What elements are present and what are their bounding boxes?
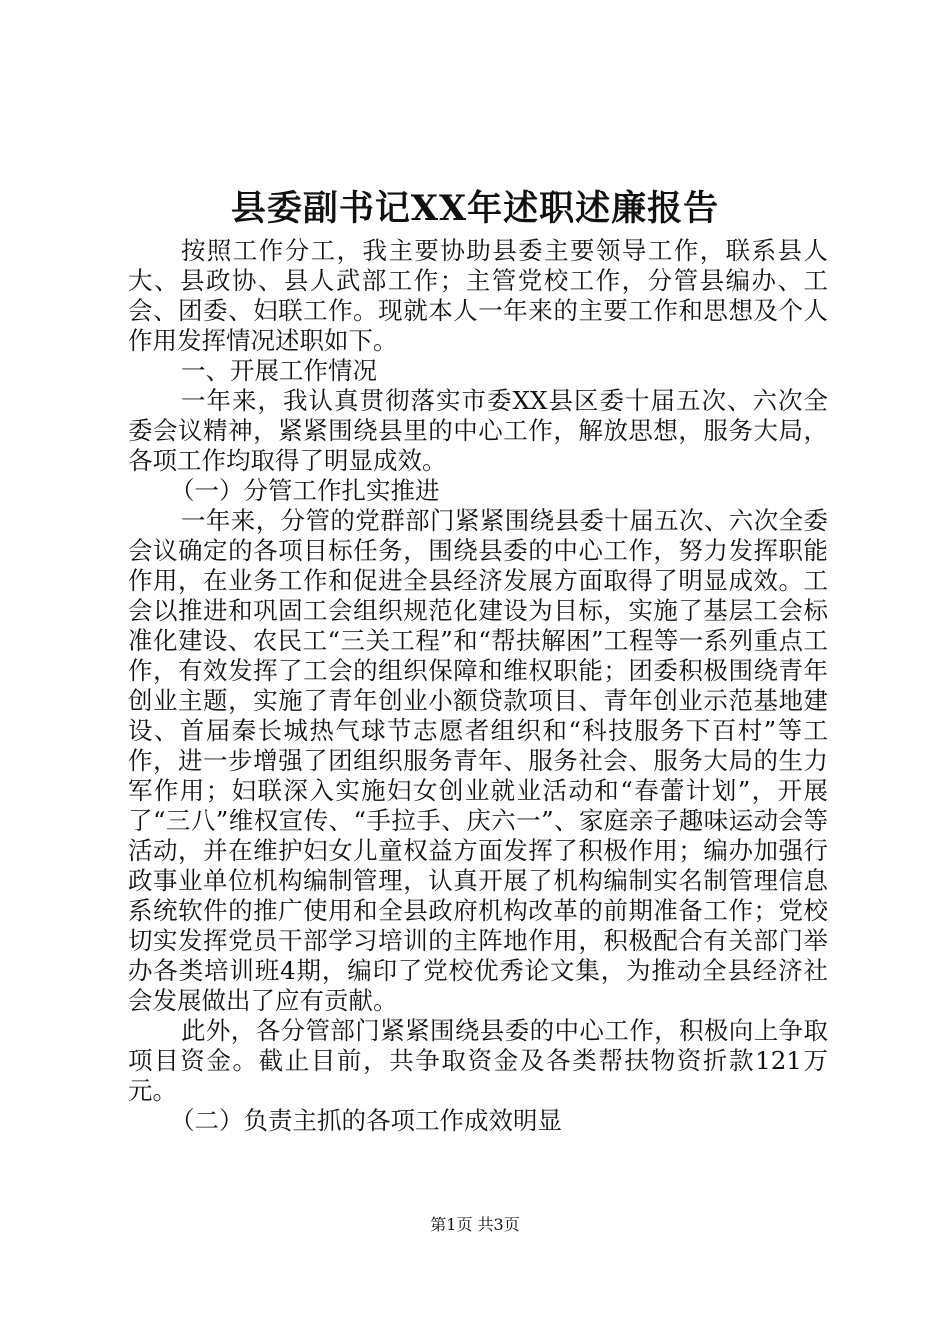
subsection-heading-2: （二）负责主抓的各项工作成效明显 — [170, 1106, 562, 1135]
section-heading-1: 一、开展工作情况 — [181, 356, 377, 385]
paragraph-departments: 一年来，分管的党群部门紧紧围绕县委十届五次、六次全委会议确定的各项目标任务，围绕县委的中心工作，努力发挥职能作用，在业务工作和促进全县经济发展方面取得了明显成效。工会以推进和巩固工会组织规范化建设为目标，实施了基层工会标准化建设、农民工“三关工程”和“帮扶解困”工程等一系列重点工作，有效发挥了工会的组织保障和维权职能；团委积极围绕青年创业主题，实施了青年创业小额贷款项目、青年创业示范基地建设、首届秦长城热气球节志愿者组织和“科技服务下百村”等工作，进一步增强了团组织服务青年、服务社会、服务大局的生力军作用；妇联深入实施妇女创业就业活动和“春蕾计划”，开展了“三八”维权宣传、“手拉手、庆六一”、家庭亲子趣味运动会等活动，并在维护妇女儿童权益方面发挥了积极作用；编办加强行政事业单位机构编制管理，认真开展了机构编制实名制管理信息系统软件的推广使用和全县政府机构改革的前期准备工作；党校切实发挥党员干部学习培训的主阵地作用，积极配合有关部门举办各类培训班4期，编印了党校优秀论文集，为推动全县经济社会发展做出了应有贡献。 — [128, 506, 828, 1015]
paragraph-intro: 按照工作分工，我主要协助县委主要领导工作，联系县人大、县政协、县人武部工作；主管党校工作，分管县编办、工会、团委、妇联工作。现就本人一年来的主要工作和思想及个人作用发挥情况述职如下。 — [128, 236, 828, 355]
document-body — [128, 236, 828, 1136]
paragraph-overview: 一年来，我认真贯彻落实市委XX县区委十届五次、六次全委会议精神，紧紧围绕县里的中心工作，解放思想，服务大局，各项工作均取得了明显成效。 — [128, 386, 828, 475]
page-number: 第1页 共3页 — [430, 1215, 520, 1234]
document-title: 县委副书记XX年述职述廉报告 — [230, 188, 720, 229]
subsection-heading-1: （一）分管工作扎实推进 — [170, 476, 440, 505]
paragraph-funding: 此外，各分管部门紧紧围绕县委的中心工作，积极向上争取项目资金。截止目前，共争取资金及各类帮扶物资折款121万元。 — [128, 1016, 828, 1105]
